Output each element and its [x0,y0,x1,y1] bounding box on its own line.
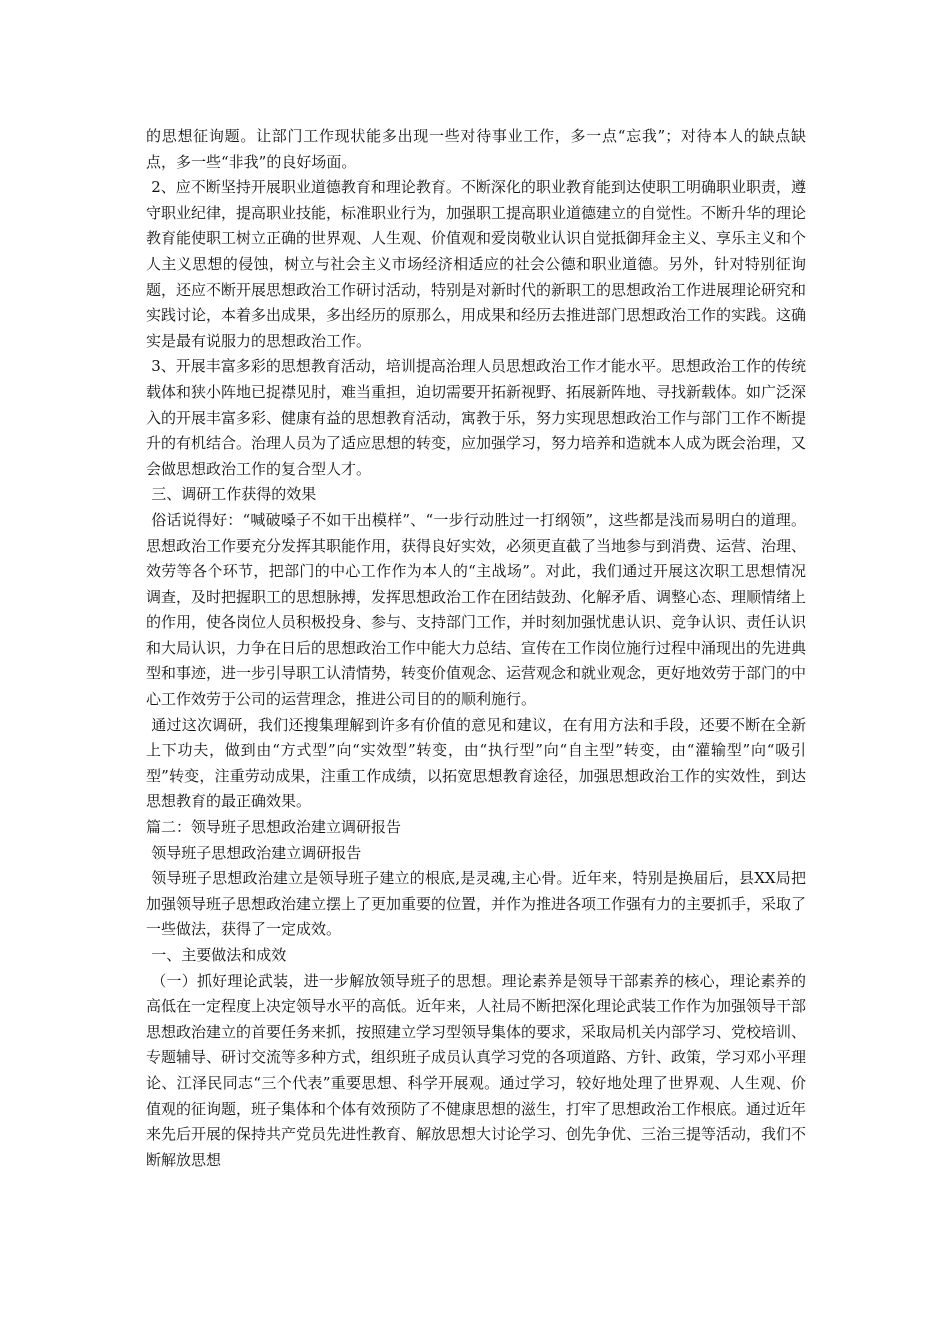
paragraph-4: 入的开展丰富多彩、健康有益的思想教育活动，寓教于乐，努力实现思想政治工作与部门工作不断提升的有机结合。治理人员为了适应思想的转变，应加强学习，努力培养和造就本人成为既会治理，又会做思想政治工作的复合型人才。 [146,408,807,478]
section-heading-results: 三、调研工作获得的效果 [151,485,317,504]
part-two-heading: 篇二：领导班子思想政治建立调研报告 [146,818,402,837]
section-heading-methods: 一、主要做法和成效 [151,946,287,964]
paragraph-12: （一）抓好理论武装，进一步解放领导班子的思想。理论素养是领导干部素养的核心，理论素养的高低在一定程度上决定领导水平的高低。近年来，人社局不断把深化理论武装工作作为加强领导干部思想政治建立的首要任务来抓，按照建立学习型领导集体的要求，采取局机关内部学习、党校培训、专题辅导、研讨交流等多种方式，组织班子成员认真学习党的各项道路、方针、政策，学习邓小平理论、江泽民同志“三个代表”重要思想、科学开展观。通过学习，较好地处理了世界观、人生观、价值观的征询题，班子集体和个体有效预防了不健康思想的滋生，打牢了思想政治工作根底。通过近年来先后开展的保持共产党员先进性教育、解放思想大讨论学习、创先争优、三治三提等活动，我们不断解放思想 [146,971,807,1169]
paragraph-3: 3、开展丰富多彩的思想教育活动，培训提高治理人员思想政治工作才能水平。思想政治工作的传统载体和狭小阵地已捉襟见肘，难当重担，迫切需要开拓新视野、拓展新阵地、寻找新载体。如广泛深 [146,357,807,401]
paragraph-6: 俗话说得好：“喊破嗓子不如干出模样”、“一步行动胜过一打纲领”，这些都是浅而易明白的道理。思想政治工作要充分发挥其职能作用，获得良好实效，必须更直截了当地参与到消费、运营、治理、效劳等各个环节，把部门的中心工作作为本人的“主战场”。对此，我们通过开展这次职工思想情况调查，及时把握职工的思想脉搏，发挥思想政治工作在团结鼓劲、化解矛盾、调整心态、理顺情绪上的作用，使各岗位人员积极投身、参与、支持部门工作，并时刻加强忧患认识、竞争认识、责任认识和大局认识，力争在日后的思想政治工作中能大力总结、宣传在工作岗位施行过程中涌现出的先进典型和事迹，进一步引导职工认清情势，转变价值观念、运营观念和就业观念，更好地效劳于部门的中心工作效劳于公司的运营理念，推进公司目的的顺利施行。 [146,510,807,709]
paragraph-1: 的思想征询题。让部门工作现状能多出现一些对待事业工作，多一点“忘我”；对待本人的缺点缺点，多一些“非我”的良好场面。 [146,127,806,171]
paragraph-7: 通过这次调研，我们还搜集理解到许多有价值的意见和建议，在有用方法和手段，还要不断在全新上下功夫，做到由“方式型”向“实效型”转变，由“执行型”向“自主型”转变，由“灌输型”向“吸引型”转变，注重劳动成果，注重工作成绩，以拓宽思想教育途径，加强思想政治工作的实效性，到达思想教育的最正确效果。 [146,715,806,811]
paragraph-2: 2、应不断坚持开展职业道德教育和理论教育。不断深化的职业教育能到达使职工明确职业职责，遵守职业纪律，提高职业技能，标准职业行为，加强职工提高职业道德建立的自觉性。不断升华的理论教育能使职工树立正确的世界观、人生观、价值观和爱岗敬业认识自觉抵御拜金主义、享乐主义和个人主义思想的侵蚀，树立与社会主义市场经济相适应的社会公德和职业道德。另外，针对特别征询题，还应不断开展思想政治工作研讨活动，特别是对新时代的新职工的思想政治工作进展理论研究和实践讨论，本着多出成果，多出经历的原那么，用成果和经历去推进部门思想政治工作的实践。这确实是最有说服力的思想政治工作。 [146,178,807,350]
document-body [146,124,806,1173]
report-title: 领导班子思想政治建立调研报告 [151,843,362,862]
paragraph-10: 领导班子思想政治建立是领导班子建立的根底,是灵魂,主心骨。近年来，特别是换届后，县XX局把加强领导班子思想政治建立摆上了更加重要的位置，并作为推进各项工作强有力的主要抓手，采取了一些做法，获得了一定成效。 [146,869,807,939]
